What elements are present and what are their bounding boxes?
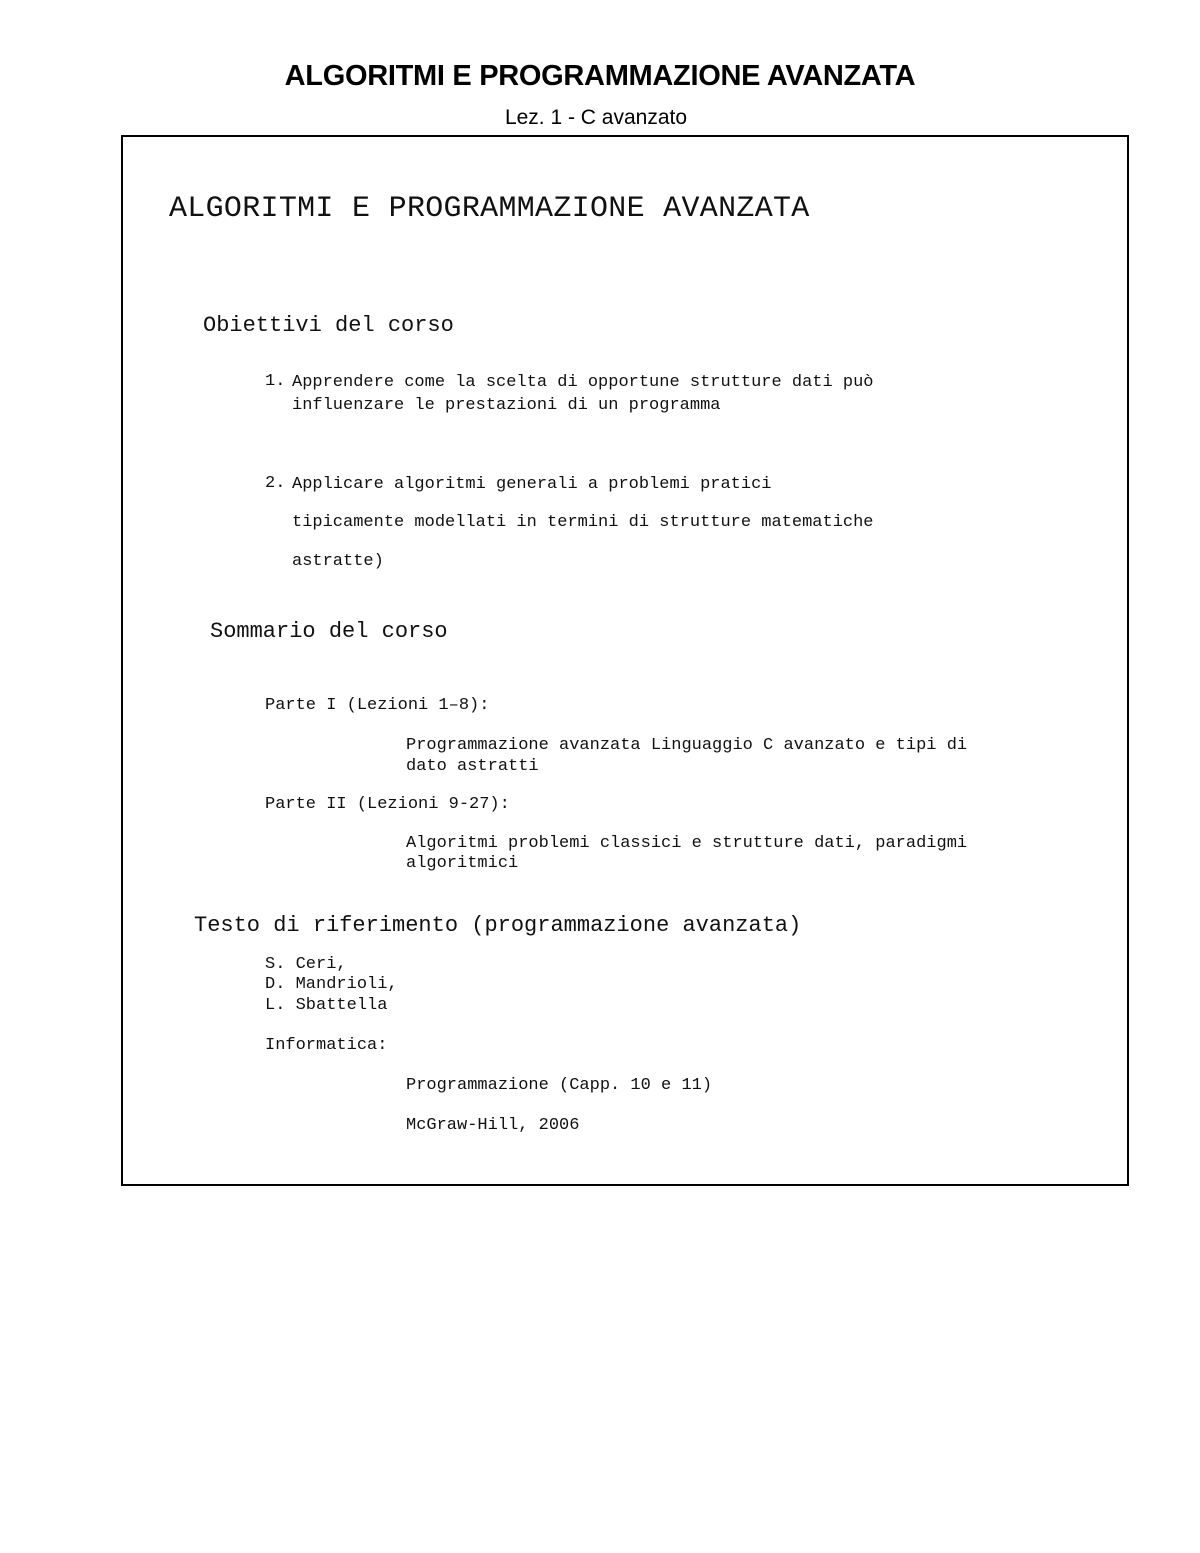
- summary-part-1-label: Parte I (Lezioni 1–8):: [265, 696, 490, 715]
- objective-item-1-line-1: Apprendere come la scelta di opportune strutture dati può: [292, 373, 874, 392]
- objective-item-2-line-2: tipicamente modellati in termini di strutture matematiche: [292, 513, 874, 532]
- reference-publisher: McGraw-Hill, 2006: [406, 1116, 580, 1135]
- reference-heading: Testo di riferimento (programmazione avanzata): [194, 913, 802, 938]
- objective-number-2: 2.: [265, 474, 286, 493]
- slide-title: ALGORITMI E PROGRAMMAZIONE AVANZATA: [169, 192, 810, 226]
- page-title: ALGORITMI E PROGRAMMAZIONE AVANZATA: [284, 60, 916, 92]
- objectives-heading: Obiettivi del corso: [203, 313, 454, 338]
- summary-part-2-line-1: Algoritmi problemi classici e strutture dati, paradigmi: [406, 834, 968, 853]
- reference-author-2: D. Mandrioli,: [265, 975, 398, 994]
- objective-number-1: 1.: [265, 372, 286, 391]
- reference-book-label: Informatica:: [265, 1036, 388, 1055]
- slide-frame: [121, 135, 1129, 1186]
- objective-item-1-line-2: influenzare le prestazioni di un programma: [292, 396, 721, 415]
- reference-author-3: L. Sbattella: [265, 996, 388, 1015]
- summary-part-2-line-2: algoritmici: [406, 854, 519, 873]
- summary-part-2-label: Parte II (Lezioni 9-27):: [265, 795, 510, 814]
- page-subtitle: Lez. 1 - C avanzato: [504, 106, 688, 129]
- reference-book-title: Programmazione (Capp. 10 e 11): [406, 1076, 713, 1095]
- summary-part-1-line-1: Programmazione avanzata Linguaggio C avanzato e tipi di: [406, 736, 968, 755]
- summary-heading: Sommario del corso: [210, 619, 448, 644]
- objective-item-2-line-3: astratte): [292, 552, 384, 571]
- objective-item-2-line-1: Applicare algoritmi generali a problemi pratici: [292, 475, 772, 494]
- reference-author-1: S. Ceri,: [265, 955, 347, 974]
- summary-part-1-line-2: dato astratti: [406, 757, 539, 776]
